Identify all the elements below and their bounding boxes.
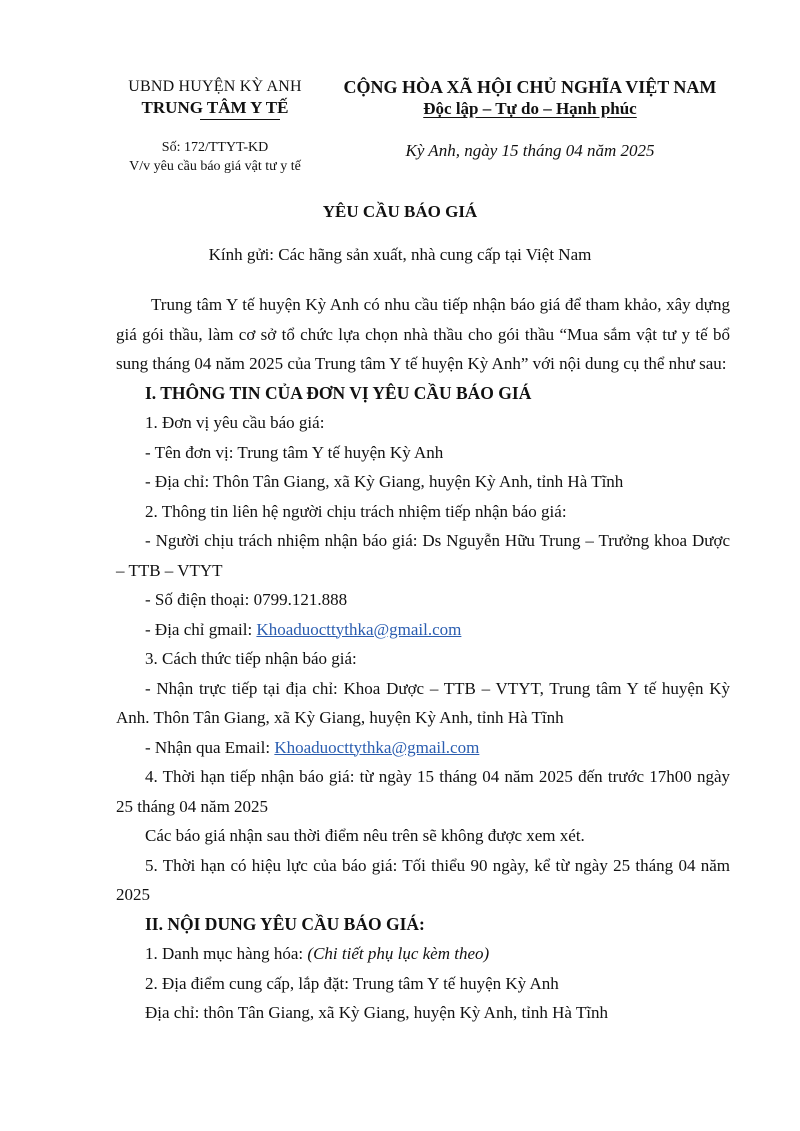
contact-person: - Người chịu trách nhiệm nhận báo giá: Ds Nguyễn Hữu Trung – Trưởng khoa Dược – TTB – VTYT [116,531,730,580]
late-note: Các báo giá nhận sau thời điểm nêu trên sẽ không được xem xét. [145,826,585,845]
contact-gmail-line [116,615,730,645]
section-1-item-3: 3. Cách thức tiếp nhận báo giá: [145,649,357,668]
gmail-label: - Địa chỉ gmail: [145,619,257,639]
section-1-item-5: 5. Thời hạn có hiệu lực của báo giá: Tối thiểu 90 ngày, kể từ ngày 25 tháng 04 năm 2025 [116,855,730,904]
email-label: - Nhận qua Email: [145,737,275,757]
reference-subject: V/v yêu cầu báo giá vật tư y tế [129,159,301,174]
document-body [116,290,730,1028]
reference-number: Số: 172/TTYT-KD [161,140,269,155]
section-1-item-4: 4. Thời hạn tiếp nhận báo giá: từ ngày 15 tháng 04 năm 2025 đến trước 17h00 ngày 25 tháng 04 năm 2025 [116,767,730,816]
goods-list-label: 1. Danh mục hàng hóa: [145,944,308,963]
national-motto: Độc lập – Tự do – Hạnh phúc [423,99,637,118]
agency-name: UBND HUYỆN KỲ ANH [128,78,302,95]
unit-address: - Địa chỉ: Thôn Tân Giang, xã Kỳ Giang, huyện Kỳ Anh, tỉnh Hà Tĩnh [145,472,624,491]
org-name [142,97,289,118]
direct-receipt: - Nhận trực tiếp tại địa chỉ: Khoa Dược – TTB – VTYT, Trung tâm Y tế huyện Kỳ Anh. Thôn Tân Giang, xã Kỳ Giang, huyện Kỳ Anh, tỉnh Hà Tĩnh [116,678,730,727]
unit-name: - Tên đơn vị: Trung tâm Y tế huyện Kỳ Anh [145,442,444,462]
intro-paragraph: Trung tâm Y tế huyện Kỳ Anh có nhu cầu tiếp nhận báo giá để tham khảo, xây dựng giá gói thầu, làm cơ sở tổ chức lựa chọn nhà thầu cho gói thầu “Mua sắm vật tư y tế bổ sung tháng 04 năm 2025 của Trung tâm Y tế huyện Kỳ Anh” với nội dung cụ thể như sau: [116,295,730,373]
greeting: Kính gửi: Các hãng sản xuất, nhà cung cấp tại Việt Nam [208,245,592,264]
issuer-block [110,77,320,118]
goods-list-note: (Chi tiết phụ lục kèm theo) [307,944,490,963]
document-title: YÊU CẦU BÁO GIÁ [322,202,478,221]
reference-block [95,138,335,176]
email-receipt-line [116,733,730,763]
section-1-item-1: 1. Đơn vị yêu cầu báo giá: [145,413,325,432]
gmail-link[interactable]: Khoaduocttythka@gmail.com [256,619,462,639]
section-1-item-2: 2. Thông tin liên hệ người chịu trách nhiệm tiếp nhận báo giá: [145,501,567,521]
nation-title: CỘNG HÒA XÃ HỘI CHỦ NGHĨA VIỆT NAM [343,77,717,97]
email-link[interactable]: Khoaduocttythka@gmail.com [274,737,480,757]
section-2-item-1 [116,939,730,969]
national-header [325,77,735,119]
document-date: Kỳ Anh, ngày 15 tháng 04 năm 2025 [405,141,655,160]
section-2-heading: II. NỘI DUNG YÊU CẦU BÁO GIÁ: [145,913,425,934]
delivery-address: Địa chỉ: thôn Tân Giang, xã Kỳ Giang, huyện Kỳ Anh, tỉnh Hà Tĩnh [145,1003,609,1022]
section-2-item-2: 2. Địa điểm cung cấp, lắp đặt: Trung tâm Y tế huyện Kỳ Anh [145,973,559,993]
org-name-text: TRUNG TÂM Y TẾ [141,98,289,117]
org-underline [200,119,280,120]
section-1-heading: I. THÔNG TIN CỦA ĐƠN VỊ YÊU CẦU BÁO GIÁ [145,382,532,403]
contact-phone: - Số điện thoại: 0799.121.888 [145,590,348,609]
